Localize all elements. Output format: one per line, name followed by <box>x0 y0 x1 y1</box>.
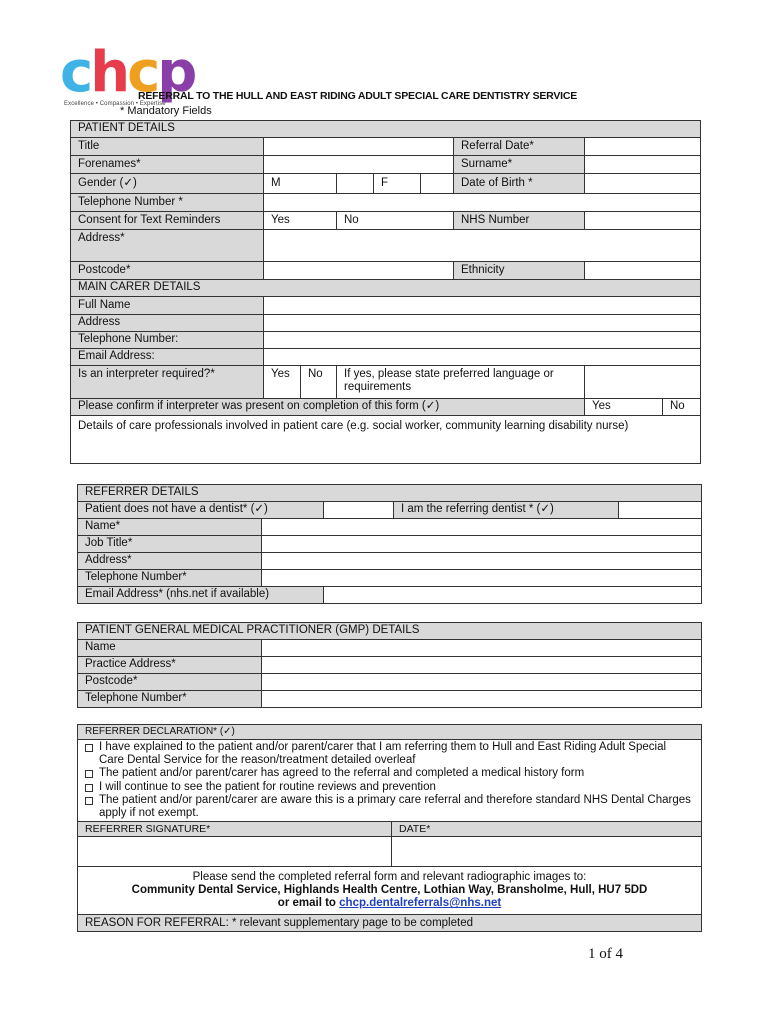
gmp-telephone-field[interactable] <box>262 691 702 708</box>
referral-date-label: Referral Date* <box>454 138 585 156</box>
svg-text:chcp: chcp <box>60 45 195 105</box>
gmp-details-header: PATIENT GENERAL MEDICAL PRACTITIONER (GMP) DETAILS <box>78 623 702 640</box>
nhs-number-label: NHS Number <box>454 212 585 230</box>
reason-for-referral-label: REASON FOR REFERRAL: * relevant supplementary page to be completed <box>78 915 702 932</box>
checkbox-icon[interactable] <box>85 797 93 805</box>
patient-details-table <box>70 120 701 464</box>
referring-dentist-checkbox[interactable] <box>619 502 702 519</box>
declaration-items <box>78 740 702 822</box>
confirm-yes-option[interactable]: Yes <box>585 399 663 416</box>
referrer-email-field[interactable] <box>324 587 702 604</box>
send-address: Community Dental Service, Highlands Health Centre, Lothian Way, Bransholme, Hull, HU7 5DD <box>131 884 648 897</box>
ethnicity-label: Ethnicity <box>454 262 585 280</box>
surname-label: Surname* <box>454 156 585 174</box>
no-dentist-checkbox[interactable] <box>324 502 394 519</box>
referrer-details-header: REFERRER DETAILS <box>78 485 702 502</box>
job-title-label: Job Title* <box>78 536 262 553</box>
send-line-1: Please send the completed referral form and relevant radiographic images to: <box>192 870 587 883</box>
surname-field[interactable] <box>585 156 701 174</box>
date-label: DATE* <box>392 822 702 837</box>
referrer-telephone-field[interactable] <box>262 570 702 587</box>
interpreter-yes-option[interactable]: Yes <box>264 366 301 399</box>
date-field[interactable] <box>392 837 702 867</box>
referrer-details-table <box>77 484 702 604</box>
title-label: Title <box>71 138 264 156</box>
mandatory-note: * Mandatory Fields <box>120 105 212 117</box>
carer-email-field[interactable] <box>264 349 701 366</box>
address-field[interactable] <box>264 230 701 262</box>
declaration-header: REFERRER DECLARATION* (✓) <box>78 725 702 740</box>
ethnicity-field[interactable] <box>585 262 701 280</box>
page-number: 1 of 4 <box>588 946 623 962</box>
job-title-field[interactable] <box>262 536 702 553</box>
interpreter-no-option[interactable]: No <box>301 366 337 399</box>
logo-tagline: Excellence • Compassion • Expertise <box>64 101 166 107</box>
checkbox-icon[interactable] <box>85 770 93 778</box>
send-instructions <box>78 867 702 915</box>
practice-address-field[interactable] <box>262 657 702 674</box>
telephone-label: Telephone Number * <box>71 194 264 212</box>
gmp-name-field[interactable] <box>262 640 702 657</box>
declaration-item-1[interactable]: I have explained to the patient and/or parent/carer that I am referring them to Hull and East Riding Adult Special Care Dental Service for the reason/treatment detailed overleaf <box>85 741 694 767</box>
signature-field[interactable] <box>78 837 392 867</box>
practice-address-label: Practice Address* <box>78 657 262 674</box>
carer-full-name-field[interactable] <box>264 297 701 315</box>
interpreter-confirm-label: Please confirm if interpreter was present on completion of this form (✓) <box>71 399 585 416</box>
referrer-name-field[interactable] <box>262 519 702 536</box>
declaration-item-3[interactable]: I will continue to see the patient for routine reviews and prevention <box>85 781 694 794</box>
referrer-address-field[interactable] <box>262 553 702 570</box>
referrer-address-label: Address* <box>78 553 262 570</box>
carer-telephone-label: Telephone Number: <box>71 332 264 349</box>
gmp-name-label: Name <box>78 640 262 657</box>
no-dentist-label: Patient does not have a dentist* (✓) <box>78 502 324 519</box>
care-professionals-field[interactable]: Details of care professionals involved in patient care (e.g. social worker, community learning disability nurse) <box>71 416 701 464</box>
checkbox-icon[interactable] <box>85 744 93 752</box>
language-field[interactable] <box>585 366 701 399</box>
nhs-number-field[interactable] <box>585 212 701 230</box>
postcode-label: Postcode* <box>71 262 264 280</box>
language-label: If yes, please state preferred language or requirements <box>337 366 585 399</box>
gender-label: Gender (✓) <box>71 174 264 194</box>
email-link[interactable]: chcp.dentalreferrals@nhs.net <box>339 897 502 910</box>
forenames-field[interactable] <box>264 156 454 174</box>
dob-label: Date of Birth * <box>454 174 585 194</box>
carer-full-name-label: Full Name <box>71 297 264 315</box>
gender-f-label: F <box>374 174 421 194</box>
referrer-email-label: Email Address* (nhs.net if available) <box>78 587 324 604</box>
carer-telephone-field[interactable] <box>264 332 701 349</box>
address-label: Address* <box>71 230 264 262</box>
gmp-details-table <box>77 622 702 708</box>
send-email-line: or email to chcp.dentalreferrals@nhs.net <box>277 897 502 910</box>
signature-label: REFERRER SIGNATURE* <box>78 822 392 837</box>
forenames-label: Forenames* <box>71 156 264 174</box>
gmp-postcode-label: Postcode* <box>78 674 262 691</box>
referrer-telephone-label: Telephone Number* <box>78 570 262 587</box>
gender-f-checkbox[interactable] <box>421 174 454 194</box>
carer-email-label: Email Address: <box>71 349 264 366</box>
checkbox-icon[interactable] <box>85 784 93 792</box>
patient-details-header: PATIENT DETAILS <box>71 121 701 138</box>
referring-dentist-label: I am the referring dentist * (✓) <box>394 502 619 519</box>
consent-label: Consent for Text Reminders <box>71 212 264 230</box>
confirm-no-option[interactable]: No <box>663 399 701 416</box>
postcode-field[interactable] <box>264 262 454 280</box>
declaration-item-2[interactable]: The patient and/or parent/carer has agreed to the referral and completed a medical history form <box>85 767 694 780</box>
carer-address-field[interactable] <box>264 315 701 332</box>
gmp-telephone-label: Telephone Number* <box>78 691 262 708</box>
carer-address-label: Address <box>71 315 264 332</box>
referral-date-field[interactable] <box>585 138 701 156</box>
consent-no-option[interactable]: No <box>337 212 454 230</box>
gender-m-label: M <box>264 174 337 194</box>
title-field[interactable] <box>264 138 454 156</box>
form-title: REFERRAL TO THE HULL AND EAST RIDING ADULT SPECIAL CARE DENTISTRY SERVICE <box>138 90 578 102</box>
declaration-table <box>77 724 702 932</box>
gmp-postcode-field[interactable] <box>262 674 702 691</box>
dob-field[interactable] <box>585 174 701 194</box>
consent-yes-option[interactable]: Yes <box>264 212 337 230</box>
referrer-name-label: Name* <box>78 519 262 536</box>
gender-m-checkbox[interactable] <box>337 174 374 194</box>
carer-details-header: MAIN CARER DETAILS <box>71 280 701 297</box>
telephone-field[interactable] <box>264 194 701 212</box>
declaration-item-4[interactable]: The patient and/or parent/carer are aware this is a primary care referral and therefore standard NHS Dental Charges apply if not exempt. <box>85 794 694 820</box>
interpreter-label: Is an interpreter required?* <box>71 366 264 399</box>
